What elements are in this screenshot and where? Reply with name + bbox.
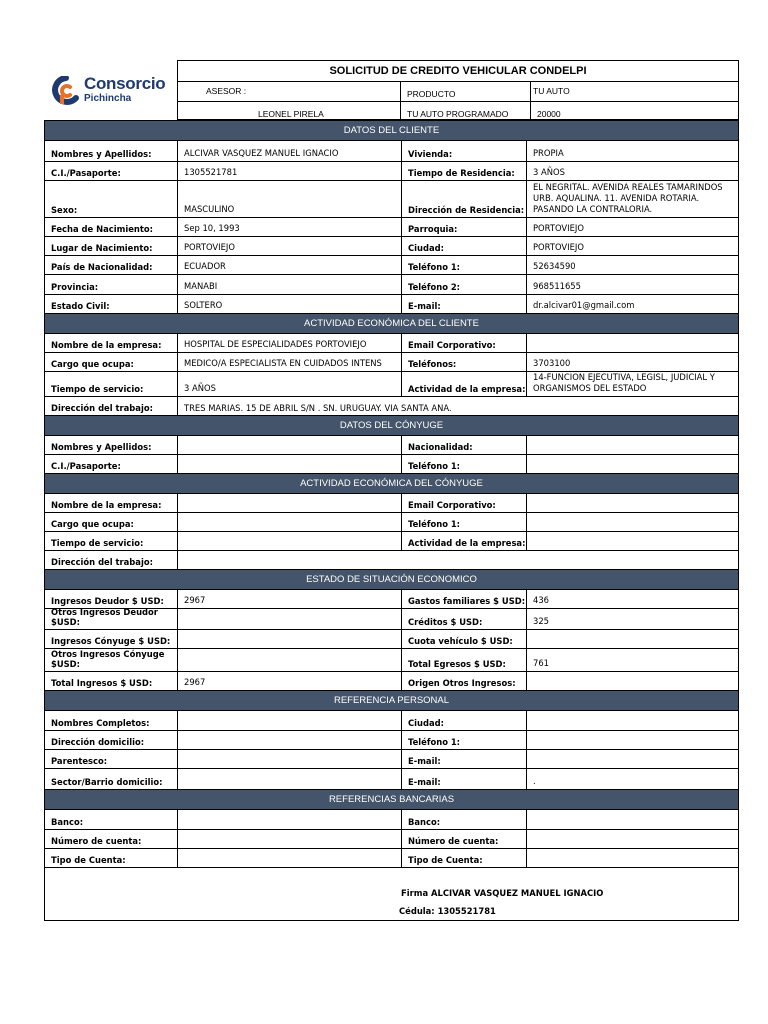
field-value-text: PORTOVIEJO xyxy=(184,242,235,252)
field-label xyxy=(45,372,178,396)
field-label-text: Ciudad: xyxy=(408,718,444,728)
field-value-text: MASCULINO xyxy=(184,204,235,214)
field-label xyxy=(45,769,178,789)
field-label-text: Ciudad: xyxy=(408,243,444,253)
field-value xyxy=(527,590,738,608)
field-label-text: Teléfono 1: xyxy=(408,519,461,529)
field-label xyxy=(402,334,527,352)
form-row xyxy=(45,396,738,415)
field-label xyxy=(45,731,178,749)
field-label-text: Dirección del trabajo: xyxy=(51,403,153,413)
field-label xyxy=(402,162,527,180)
field-label-text: E-mail: xyxy=(408,756,441,766)
form-row xyxy=(45,371,738,396)
field-label xyxy=(402,750,527,768)
field-label-text: Sector/Barrio domicilio: xyxy=(51,777,163,787)
form-row xyxy=(45,512,738,531)
field-value xyxy=(527,750,738,768)
field-label xyxy=(402,731,527,749)
field-value-text: 14-FUNCION EJECUTIVA, LEGISL, JUDICIAL Y ORGANISMOS DEL ESTADO xyxy=(533,372,715,393)
field-label-text: Tiempo de Residencia: xyxy=(408,168,515,178)
form-row xyxy=(45,236,738,255)
field-label-text: Nombres Completos: xyxy=(51,718,150,728)
field-value xyxy=(178,397,738,415)
field-label xyxy=(45,609,178,629)
field-label-text: C.I./Pasaporte: xyxy=(51,168,121,178)
field-label xyxy=(402,810,527,829)
form-row xyxy=(45,730,738,749)
field-label-text: Nombre de la empresa: xyxy=(51,340,162,350)
field-value-text: 2967 xyxy=(184,595,206,605)
field-label-text: Otros Ingresos Deudor $USD: xyxy=(51,607,158,627)
field-value-text: Sep 10, 1993 xyxy=(184,223,240,233)
field-label-text: Tiempo de servicio: xyxy=(51,384,144,394)
section-header-actividad-cliente: ACTIVIDAD ECONÓMICA DEL CLIENTE xyxy=(45,313,738,333)
field-value xyxy=(178,590,402,608)
field-value xyxy=(178,830,402,848)
field-value xyxy=(178,750,402,768)
field-value xyxy=(527,609,738,629)
field-value-text: 52634590 xyxy=(533,261,576,271)
field-label-text: Cuota vehículo $ USD: xyxy=(408,636,513,646)
form-row xyxy=(45,809,738,829)
field-value xyxy=(178,630,402,648)
field-label-text: Vivienda: xyxy=(408,149,453,159)
asesor-label: ASESOR : xyxy=(206,86,247,96)
form-row xyxy=(45,550,738,569)
document-header xyxy=(44,60,739,120)
field-value xyxy=(527,672,738,690)
field-label-text: Dirección del trabajo: xyxy=(51,557,153,567)
field-label xyxy=(45,590,178,608)
form-row xyxy=(45,435,738,454)
consorcio-logo-icon xyxy=(52,76,80,106)
field-label-text: Email Corporativo: xyxy=(408,500,496,510)
form-row xyxy=(45,710,738,730)
field-value xyxy=(178,769,402,789)
field-label-text: Banco: xyxy=(51,817,84,827)
field-label-text: Parroquia: xyxy=(408,224,458,234)
field-label-text: Lugar de Nacimiento: xyxy=(51,243,153,253)
field-value xyxy=(527,181,738,217)
programa-label: TU AUTO PROGRAMADO xyxy=(407,109,509,119)
field-label-text: Ingresos Deudor $ USD: xyxy=(51,596,164,606)
field-label-text: C.I./Pasaporte: xyxy=(51,461,121,471)
field-label-text: Teléfono 2: xyxy=(408,282,461,292)
field-label-text: Banco: xyxy=(408,817,441,827)
form-row xyxy=(45,608,738,629)
field-label xyxy=(402,649,527,671)
field-label xyxy=(45,810,178,829)
field-value xyxy=(527,532,738,550)
field-label-text: País de Nacionalidad: xyxy=(51,262,153,272)
field-label-text: Parentesco: xyxy=(51,756,108,766)
field-label-text: Cargo que ocupa: xyxy=(51,359,134,369)
field-label xyxy=(45,849,178,867)
field-label xyxy=(402,630,527,648)
field-label xyxy=(45,494,178,512)
field-label xyxy=(402,372,527,396)
field-label xyxy=(45,630,178,648)
field-label xyxy=(45,830,178,848)
field-value xyxy=(178,162,402,180)
field-label xyxy=(45,532,178,550)
field-value xyxy=(527,275,738,294)
field-label xyxy=(45,711,178,730)
form-row xyxy=(45,768,738,789)
form-row xyxy=(45,255,738,274)
field-value xyxy=(527,141,738,161)
field-value xyxy=(178,334,402,352)
field-label-text: Nombres y Apellidos: xyxy=(51,149,152,159)
field-value-text: ECUADOR xyxy=(184,261,226,271)
logo-line1: Consorcio xyxy=(84,74,166,93)
field-label xyxy=(402,295,527,313)
field-label-text: Nombre de la empresa: xyxy=(51,500,162,510)
field-label xyxy=(402,513,527,531)
field-label xyxy=(45,397,178,415)
field-value xyxy=(527,218,738,236)
field-value-text: MANABI xyxy=(184,281,218,291)
field-value-text: MEDICO/A ESPECIALISTA EN CUIDADOS INTENS xyxy=(184,358,382,368)
form-row xyxy=(45,352,738,371)
field-value xyxy=(527,162,738,180)
field-value xyxy=(527,237,738,255)
form-row xyxy=(45,848,738,867)
field-label xyxy=(402,436,527,454)
field-value xyxy=(178,609,402,629)
field-value xyxy=(178,353,402,371)
field-value xyxy=(527,295,738,313)
field-label-text: Estado Civil: xyxy=(51,301,110,311)
company-logo xyxy=(44,60,177,120)
field-value xyxy=(178,649,402,671)
field-label xyxy=(45,353,178,371)
field-value xyxy=(527,630,738,648)
field-label-text: Teléfono 1: xyxy=(408,461,461,471)
field-label xyxy=(45,256,178,274)
field-value-text: dr.alcivar01@gmail.com xyxy=(533,300,635,310)
field-value-text: . xyxy=(533,776,536,786)
field-label xyxy=(402,141,527,161)
field-label-text: Tipo de Cuenta: xyxy=(51,855,126,865)
field-label xyxy=(45,551,178,569)
form-row xyxy=(45,531,738,550)
signature-id: Cédula: 1305521781 xyxy=(399,906,496,916)
field-value xyxy=(178,672,402,690)
form-row xyxy=(45,454,738,473)
field-value-text: 436 xyxy=(533,595,549,605)
field-value xyxy=(178,810,402,829)
application-form xyxy=(44,120,739,921)
section-header-economico: ESTADO DE SITUACIÓN ECONOMICO xyxy=(45,569,738,589)
field-label xyxy=(45,334,178,352)
logo-line2: Pichincha xyxy=(84,93,132,104)
header-table xyxy=(177,60,739,120)
field-label-text: Actividad de la empresa: xyxy=(408,384,526,394)
section-header-bancarias: REFERENCIAS BANCARIAS xyxy=(45,789,738,809)
field-label-text: Email Corporativo: xyxy=(408,340,496,350)
field-value xyxy=(178,237,402,255)
field-value-text: 325 xyxy=(533,616,549,626)
field-value xyxy=(527,455,738,473)
field-label-text: Total Ingresos $ USD: xyxy=(51,678,153,688)
field-label-text: Dirección de Residencia: xyxy=(408,205,525,215)
producto-label: PRODUCTO xyxy=(407,89,456,99)
field-label-text: Ingresos Cónyuge $ USD: xyxy=(51,636,171,646)
field-label-text: E-mail: xyxy=(408,777,441,787)
field-label-text: Nombres y Apellidos: xyxy=(51,442,152,452)
field-label-text: Fecha de Nacimiento: xyxy=(51,224,153,234)
document-title: SOLICITUD DE CREDITO VEHICULAR CONDELPI xyxy=(178,61,738,82)
field-value-text: SOLTERO xyxy=(184,300,223,310)
field-label xyxy=(45,295,178,313)
field-label-text: Teléfonos: xyxy=(408,359,457,369)
field-label xyxy=(45,750,178,768)
form-row xyxy=(45,140,738,161)
field-value xyxy=(178,256,402,274)
field-label xyxy=(402,672,527,690)
field-label-text: Teléfono 1: xyxy=(408,262,461,272)
field-label-text: E-mail: xyxy=(408,301,441,311)
field-value xyxy=(527,372,738,396)
field-value-text: PORTOVIEJO xyxy=(533,242,584,252)
field-label xyxy=(402,494,527,512)
field-value xyxy=(178,436,402,454)
producto-value: TU AUTO xyxy=(533,86,570,96)
field-label-text: Créditos $ USD: xyxy=(408,617,483,627)
field-value xyxy=(527,810,738,829)
field-label-text: Sexo: xyxy=(51,205,78,215)
field-label-text: Dirección domicilio: xyxy=(51,737,145,747)
field-label xyxy=(402,711,527,730)
form-row xyxy=(45,217,738,236)
asesor-name: LEONEL PIRELA xyxy=(258,109,324,119)
field-value-text: 3 AÑOS xyxy=(533,167,565,177)
field-label xyxy=(45,181,178,217)
programa-value: 20000 xyxy=(537,109,561,119)
field-label xyxy=(402,256,527,274)
field-value xyxy=(527,334,738,352)
form-row xyxy=(45,333,738,352)
section-header-actividad-conyuge: ACTIVIDAD ECONÓMICA DEL CÓNYUGE xyxy=(45,473,738,493)
form-row xyxy=(45,648,738,671)
field-value xyxy=(527,353,738,371)
form-row xyxy=(45,829,738,848)
field-label-text: Origen Otros Ingresos: xyxy=(408,678,516,688)
signature-block xyxy=(45,867,738,920)
field-value xyxy=(178,218,402,236)
field-label xyxy=(45,141,178,161)
field-value xyxy=(527,711,738,730)
field-label-text: Cargo que ocupa: xyxy=(51,519,134,529)
field-value xyxy=(178,275,402,294)
field-label xyxy=(45,649,178,671)
field-label xyxy=(45,275,178,294)
field-value xyxy=(178,849,402,867)
field-label xyxy=(402,849,527,867)
field-value-text: PROPIA xyxy=(533,148,564,158)
field-value xyxy=(178,711,402,730)
field-value xyxy=(178,181,402,217)
section-header-cliente: DATOS DEL CLIENTE xyxy=(45,120,738,140)
form-row xyxy=(45,589,738,608)
field-label xyxy=(45,672,178,690)
field-value-text: 1305521781 xyxy=(184,167,238,177)
field-value-text: PORTOVIEJO xyxy=(533,223,584,233)
field-label-text: Tiempo de servicio: xyxy=(51,538,144,548)
form-row xyxy=(45,493,738,512)
field-label xyxy=(402,275,527,294)
field-value xyxy=(527,494,738,512)
field-value-text: HOSPITAL DE ESPECIALIDADES PORTOVIEJO xyxy=(184,339,367,349)
field-value xyxy=(178,141,402,161)
form-row xyxy=(45,671,738,690)
field-value xyxy=(178,551,738,569)
field-value xyxy=(178,532,402,550)
field-value xyxy=(527,513,738,531)
field-label xyxy=(402,181,527,217)
field-value-text: EL NEGRITAL. AVENIDA REALES TAMARINDOS URB. AQUALINA. 11. AVENIDA ROTARIA. PASANDO LA CONTRALORIA. xyxy=(533,182,723,214)
field-label xyxy=(402,769,527,789)
field-value xyxy=(527,436,738,454)
field-label xyxy=(45,455,178,473)
field-label xyxy=(402,609,527,629)
field-label-text: Actividad de la empresa: xyxy=(408,538,526,548)
field-label xyxy=(402,237,527,255)
field-value xyxy=(178,455,402,473)
field-value xyxy=(527,849,738,867)
field-label xyxy=(402,353,527,371)
field-value xyxy=(527,649,738,671)
field-value xyxy=(527,731,738,749)
field-value-text: 3 AÑOS xyxy=(184,383,216,393)
field-label xyxy=(45,162,178,180)
field-label xyxy=(402,590,527,608)
field-label-text: Gastos familiares $ USD: xyxy=(408,596,526,606)
field-label xyxy=(402,830,527,848)
field-value-text: 968511655 xyxy=(533,281,581,291)
field-value-text: TRES MARIAS. 15 DE ABRIL S/N . SN. URUGUAY. VIA SANTA ANA. xyxy=(184,403,452,413)
form-row xyxy=(45,274,738,294)
field-label xyxy=(402,532,527,550)
field-value-text: 3703100 xyxy=(533,358,571,368)
field-label-text: Provincia: xyxy=(51,282,99,292)
field-label-text: Otros Ingresos Cónyuge $USD: xyxy=(51,649,165,669)
field-label xyxy=(402,218,527,236)
field-label-text: Tipo de Cuenta: xyxy=(408,855,483,865)
form-row xyxy=(45,161,738,180)
field-value-text: 761 xyxy=(533,658,549,668)
field-value-text: 2967 xyxy=(184,677,206,687)
field-label xyxy=(402,455,527,473)
form-row xyxy=(45,629,738,648)
field-label-text: Teléfono 1: xyxy=(408,737,461,747)
field-value xyxy=(527,830,738,848)
field-value xyxy=(527,769,738,789)
field-label-text: Total Egresos $ USD: xyxy=(408,659,506,669)
section-header-conyuge: DATOS DEL CÓNYUGE xyxy=(45,415,738,435)
form-row xyxy=(45,294,738,313)
field-value xyxy=(178,295,402,313)
field-label-text: Nacionalidad: xyxy=(408,442,473,452)
field-value xyxy=(527,256,738,274)
field-label xyxy=(45,237,178,255)
field-value-text: ALCIVAR VASQUEZ MANUEL IGNACIO xyxy=(184,148,339,158)
form-row xyxy=(45,180,738,217)
field-label xyxy=(45,436,178,454)
section-header-referencia: REFERENCIA PERSONAL xyxy=(45,690,738,710)
field-value xyxy=(178,513,402,531)
field-value xyxy=(178,494,402,512)
form-row xyxy=(45,749,738,768)
field-label-text: Número de cuenta: xyxy=(51,836,142,846)
field-label-text: Número de cuenta: xyxy=(408,836,499,846)
field-value xyxy=(178,372,402,396)
field-label xyxy=(45,218,178,236)
signature-name: Firma ALCIVAR VASQUEZ MANUEL IGNACIO xyxy=(401,888,604,898)
field-label xyxy=(45,513,178,531)
field-value xyxy=(178,731,402,749)
